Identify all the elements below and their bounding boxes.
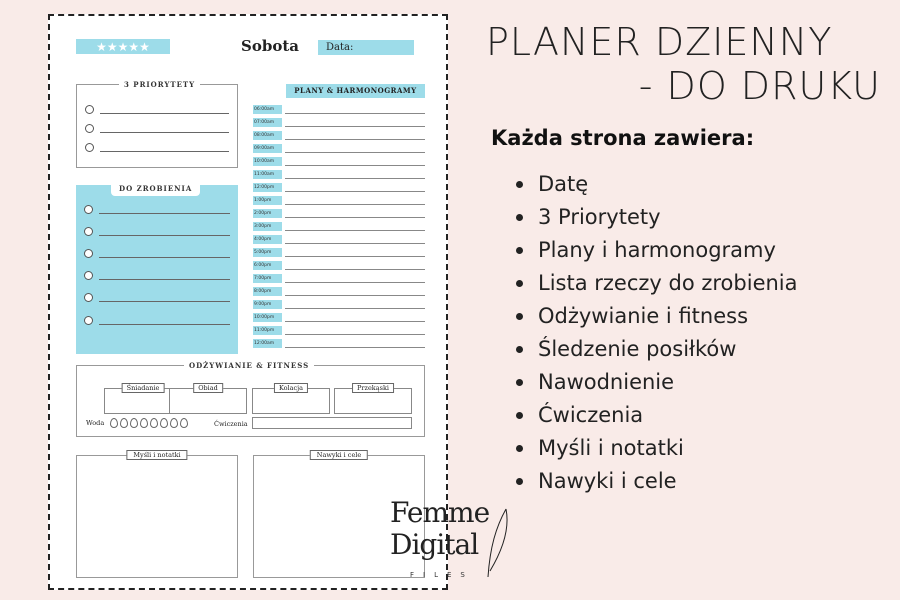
list-item: Nawyki i cele — [516, 467, 798, 500]
schedule-row — [253, 221, 425, 231]
time-slot: 12:00pm — [253, 183, 282, 192]
time-slot: 11:00am — [253, 170, 282, 179]
priorities-box — [76, 80, 238, 168]
list-item: Odżywianie i fitness — [516, 302, 798, 335]
time-slot: 10:00pm — [253, 313, 282, 322]
checkbox-circle-icon — [84, 227, 93, 236]
time-slot: 7:00pm — [253, 274, 282, 283]
list-item: Plany i harmonogramy — [516, 236, 798, 269]
write-line — [285, 165, 425, 166]
water-drop-icon — [120, 418, 128, 428]
meal-label: Obiad — [193, 383, 223, 393]
time-slot: 08:00am — [253, 131, 282, 140]
notes-label: Myśli i notatki — [126, 450, 187, 460]
water-label: Woda — [86, 419, 105, 427]
write-line — [100, 151, 229, 152]
stars-rating: ★★★★★ — [76, 39, 170, 54]
feature-list — [516, 170, 798, 500]
write-line — [285, 321, 425, 322]
todo-row — [84, 292, 230, 302]
habits-label: Nawyki i cele — [310, 450, 368, 460]
schedule-row — [253, 117, 425, 127]
checkbox-circle-icon — [84, 293, 93, 302]
time-slot: 6:00pm — [253, 261, 282, 270]
notes-box — [76, 451, 238, 578]
water-drop-icon — [110, 418, 118, 428]
planner-page-preview — [48, 14, 448, 590]
schedule-row — [253, 156, 425, 166]
logo-files: FILES — [410, 571, 474, 579]
schedule-row — [253, 325, 425, 335]
todo-row — [84, 226, 230, 236]
schedule-row — [253, 338, 425, 348]
meal-snacks — [334, 384, 412, 414]
write-line — [285, 295, 425, 296]
write-line — [285, 113, 425, 114]
checkbox-circle-icon — [85, 143, 94, 152]
schedule-row — [253, 273, 425, 283]
list-item: Datę — [516, 170, 798, 203]
schedule-row — [253, 208, 425, 218]
time-slot: 06:00am — [253, 105, 282, 114]
schedule-row — [253, 104, 425, 114]
time-slot: 4:00pm — [253, 235, 282, 244]
list-item: Ćwiczenia — [516, 401, 798, 434]
subhead: Każda strona zawiera: — [491, 126, 755, 150]
meal-dinner — [252, 384, 330, 414]
schedule-row — [253, 143, 425, 153]
schedule-row — [253, 312, 425, 322]
time-slot: 2:00pm — [253, 209, 282, 218]
water-drop-icon — [130, 418, 138, 428]
feather-pen-icon — [482, 507, 512, 587]
meal-lunch — [169, 384, 247, 414]
checkbox-circle-icon — [84, 205, 93, 214]
todo-row — [84, 204, 230, 214]
write-line — [100, 132, 229, 133]
checkbox-circle-icon — [84, 249, 93, 258]
checkbox-circle-icon — [85, 105, 94, 114]
write-line — [100, 113, 229, 114]
water-drop-icon — [170, 418, 178, 428]
date-field: Data: — [318, 40, 414, 55]
time-slot: 10:00am — [253, 157, 282, 166]
write-line — [285, 347, 425, 348]
priority-row — [85, 104, 229, 114]
logo-line-1: Femme — [390, 496, 490, 529]
checkbox-circle-icon — [84, 271, 93, 280]
logo-line-2: Digital — [390, 528, 479, 561]
day-title: Sobota — [241, 37, 299, 55]
time-slot: 9:00pm — [253, 300, 282, 309]
write-line — [99, 257, 230, 258]
time-slot: 11:00pm — [253, 326, 282, 335]
todo-row — [84, 270, 230, 280]
write-line — [99, 279, 230, 280]
checkbox-circle-icon — [84, 316, 93, 325]
schedule-row — [253, 130, 425, 140]
schedule-row — [253, 247, 425, 257]
write-line — [285, 191, 425, 192]
write-line — [285, 256, 425, 257]
brand-logo — [390, 497, 515, 587]
headline — [486, 20, 881, 108]
write-line — [285, 139, 425, 140]
priority-row — [85, 123, 229, 133]
headline-line-1: PLANER DZIENNY — [486, 20, 833, 64]
list-item: Lista rzeczy do zrobienia — [516, 269, 798, 302]
write-line — [285, 308, 425, 309]
priority-row — [85, 142, 229, 152]
nutrition-label: ODŻYWIANIE & FITNESS — [184, 361, 314, 370]
meal-label: Przekąski — [352, 383, 394, 393]
water-drop-icon — [180, 418, 188, 428]
write-line — [99, 324, 230, 325]
meal-label: Kolacja — [274, 383, 308, 393]
todo-label: DO ZROBIENIA — [111, 181, 200, 196]
schedule-row — [253, 299, 425, 309]
list-item: Nawodnienie — [516, 368, 798, 401]
time-slot: 12:00am — [253, 339, 282, 348]
water-tracker — [86, 418, 190, 428]
checkbox-circle-icon — [85, 124, 94, 133]
time-slot: 8:00pm — [253, 287, 282, 296]
write-line — [285, 178, 425, 179]
nutrition-box — [76, 361, 425, 437]
time-slot: 09:00am — [253, 144, 282, 153]
write-line — [285, 269, 425, 270]
write-line — [99, 213, 230, 214]
schedule-label: PLANY & HARMONOGRAMY — [286, 84, 425, 98]
write-line — [99, 301, 230, 302]
schedule-row — [253, 260, 425, 270]
water-drop-icon — [160, 418, 168, 428]
headline-line-2: - DO DRUKU — [638, 64, 881, 108]
todo-row — [84, 315, 230, 325]
schedule-row — [253, 195, 425, 205]
write-line — [99, 235, 230, 236]
time-slot: 5:00pm — [253, 248, 282, 257]
write-line — [285, 217, 425, 218]
write-line — [285, 334, 425, 335]
list-item: Śledzenie posiłków — [516, 335, 798, 368]
time-slot: 07:00am — [253, 118, 282, 127]
schedule-row — [253, 286, 425, 296]
priorities-label: 3 PRIORYTETY — [119, 80, 200, 89]
time-slot: 1:00pm — [253, 196, 282, 205]
todo-box — [76, 185, 238, 354]
list-item: 3 Priorytety — [516, 203, 798, 236]
schedule-row — [253, 234, 425, 244]
schedule-row — [253, 169, 425, 179]
time-slot: 3:00pm — [253, 222, 282, 231]
write-line — [285, 243, 425, 244]
water-drop-icon — [150, 418, 158, 428]
write-line — [285, 282, 425, 283]
write-line — [285, 204, 425, 205]
write-line — [285, 152, 425, 153]
todo-row — [84, 248, 230, 258]
schedule-row — [253, 182, 425, 192]
list-item: Myśli i notatki — [516, 434, 798, 467]
exercise-label: Ćwiczenia — [214, 420, 248, 428]
water-drop-icon — [140, 418, 148, 428]
exercise-field — [252, 417, 412, 429]
write-line — [285, 126, 425, 127]
meal-label: Śniadanie — [122, 383, 165, 393]
write-line — [285, 230, 425, 231]
